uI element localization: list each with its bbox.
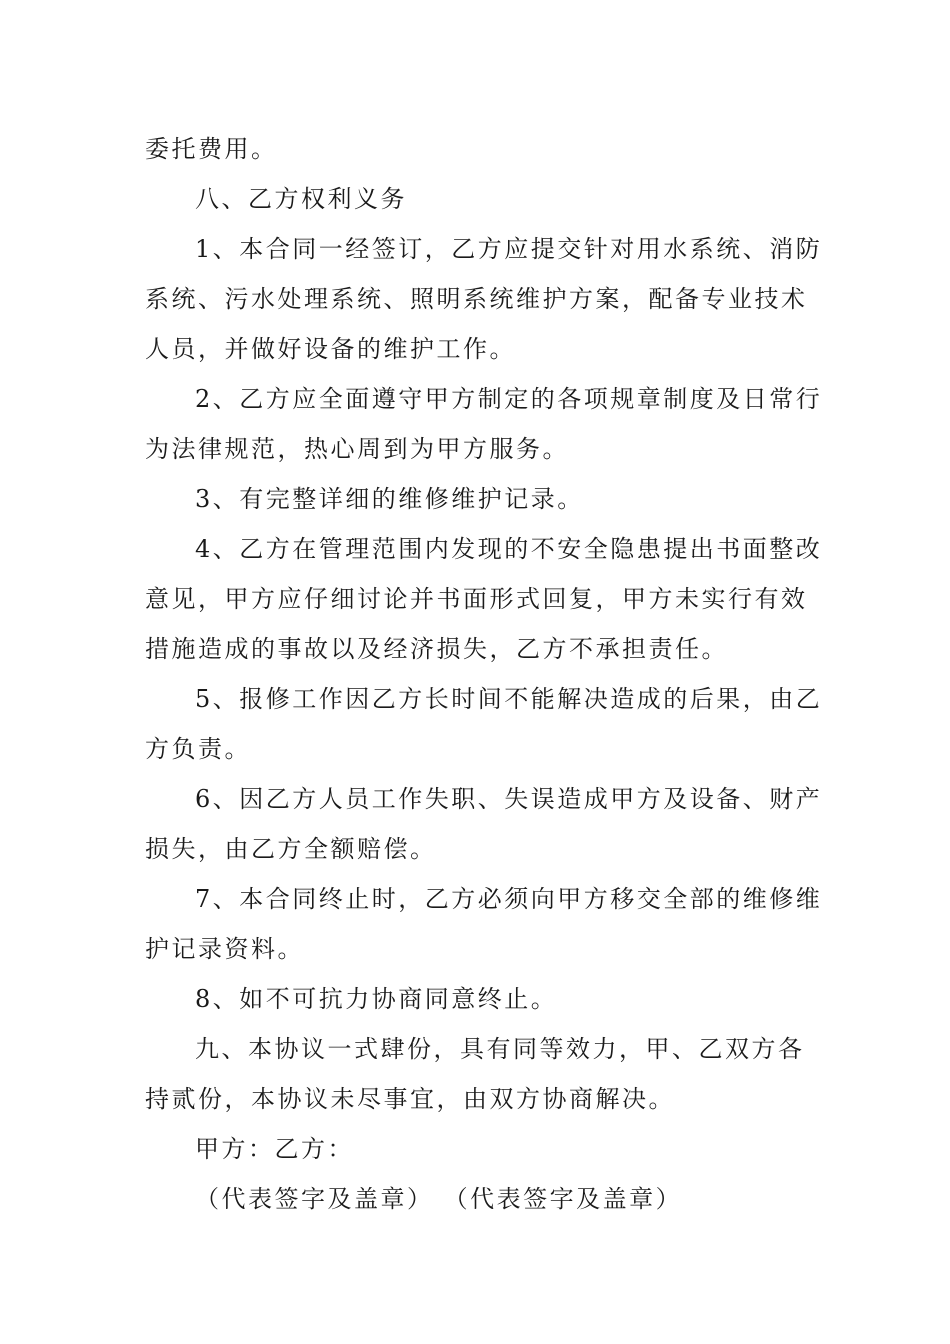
signature-parties-line: 甲方：乙方： bbox=[195, 1135, 354, 1163]
text-line-15: 损失，由乙方全额赔偿。 bbox=[145, 835, 437, 863]
text-line-3: 1、本合同一经签订，乙方应提交针对用水系统、消防 bbox=[195, 235, 823, 263]
text-line-11: 措施造成的事故以及经济损失，乙方不承担责任。 bbox=[145, 635, 728, 663]
text-line-12: 5、报修工作因乙方长时间不能解决造成的后果，由乙 bbox=[195, 685, 823, 713]
text-line-19: 九、本协议一式肆份，具有同等效力，甲、乙双方各 bbox=[195, 1035, 805, 1063]
text-line-1: 委托费用。 bbox=[145, 135, 278, 163]
text-line-5: 人员，并做好设备的维护工作。 bbox=[145, 335, 516, 363]
text-line-14: 6、因乙方人员工作失职、失误造成甲方及设备、财产 bbox=[195, 785, 823, 813]
text-line-4: 系统、污水处理系统、照明系统维护方案，配备专业技术 bbox=[145, 285, 808, 313]
text-line-13: 方负责。 bbox=[145, 735, 251, 763]
text-line-7: 为法律规范，热心周到为甲方服务。 bbox=[145, 435, 569, 463]
text-line-20: 持贰份，本协议未尽事宜，由双方协商解决。 bbox=[145, 1085, 675, 1113]
text-line-10: 意见，甲方应仔细讨论并书面形式回复，甲方未实行有效 bbox=[145, 585, 808, 613]
text-line-17: 护记录资料。 bbox=[145, 935, 304, 963]
text-line-9: 4、乙方在管理范围内发现的不安全隐患提出书面整改 bbox=[195, 535, 823, 563]
signature-seal-line: （代表签字及盖章） （代表签字及盖章） bbox=[195, 1185, 683, 1213]
text-line-18: 8、如不可抗力协商同意终止。 bbox=[195, 985, 558, 1013]
text-line-6: 2、乙方应全面遵守甲方制定的各项规章制度及日常行 bbox=[195, 385, 823, 413]
section-heading-8: 八、乙方权利义务 bbox=[195, 185, 407, 213]
text-line-8: 3、有完整详细的维修维护记录。 bbox=[195, 485, 584, 513]
text-line-16: 7、本合同终止时，乙方必须向甲方移交全部的维修维 bbox=[195, 885, 823, 913]
